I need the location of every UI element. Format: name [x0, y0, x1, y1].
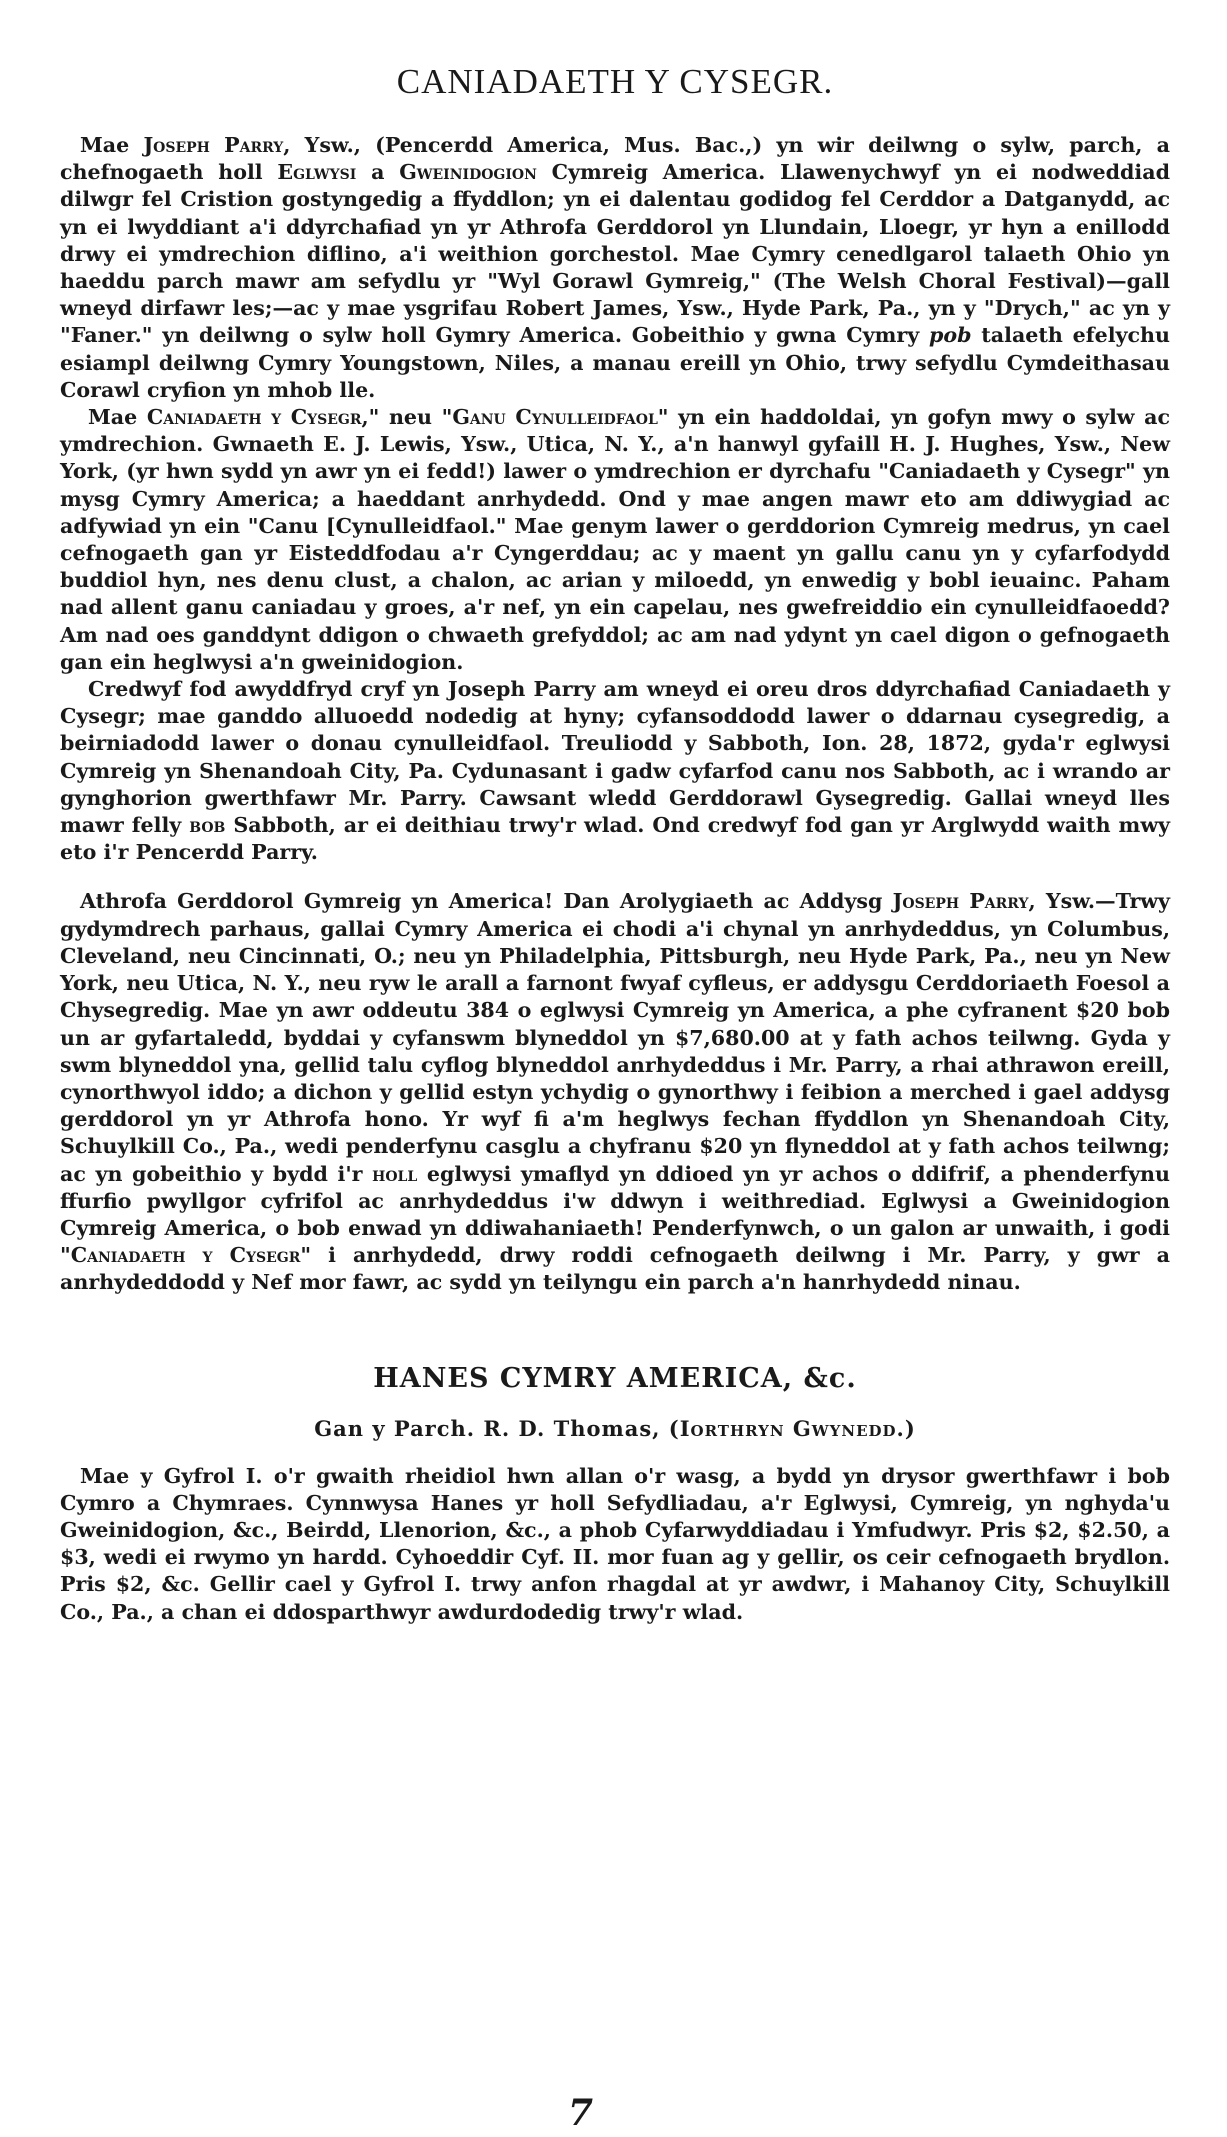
text-run: eglwysi ymaflyd yn ddioed yn yr achos o ddifrif, a phenderfynu ffurfio pwyllgor cyfrifol ac anrhydeddus i'w ddwyn i weithrediad. Eglwysi a Gweinidogion Cymreig America, o bob enwad yn ddiwahaniaeth! Penderfynwch, o un galon ar unwaith, i godi "	[60, 1161, 1171, 1268]
paragraph-5: Mae y Gyfrol I. o'r gwaith rheidiol hwn allan o'r wasg, a bydd yn drysor gwerthfawr i bob Cymro a Chymraes. Cynnwysa Hanes yr holl Sefydliadau, a'r Eglwysi, Cymreig, yn nghyda'u Gweinidogion, &c., Beirdd, Llenorion, &c., a phob Cyfarwyddiadau i Ymfudwyr. Pris $2, $2.50, a $3, wedi ei rwymo yn hardd. Cyhoeddir Cyf. II. mor fuan ag y gellir, os ceir cefnogaeth brydlon. Pris $2, &c. Gellir cael y Gyfrol I. trwy anfon rhagdal at yr awdwr, i Mahanoy City, Schuylkill Co., Pa., a chan ei ddosparthwyr awdurdodedig trwy'r wlad.	[60, 1463, 1170, 1624]
text-run: Mae	[88, 405, 147, 430]
text-run: Iorthryn Gwynedd	[679, 1415, 897, 1441]
text-run: holl	[372, 1161, 418, 1186]
text-run: Gan y Parch. R. D. Thomas, (	[314, 1415, 680, 1441]
emphasis: pob	[928, 323, 972, 348]
text-run: .)	[896, 1415, 916, 1441]
byline	[60, 1416, 1170, 1441]
text-run: , Ysw.—Trwy gydymdrech parhaus, gallai Cymry America ei chodi a'i chynal yn anrhydeddus, yn Columbus, Cleveland, neu Cincinnati, O.; neu yn Philadelphia, Pittsburgh, neu Hyde Park, Pa., neu yn New York, neu Utica, N. Y., neu ryw le arall a farnont fwyaf cyfleus, er addysgu Cerddoriaeth Foesol a Chysegredig. Mae yn awr oddeutu 384 o eglwysi Cymreig yn America, a phe cyfranent $20 bob un ar gyfartaledd, byddai y cyfanswm blyneddol yn $7,680.00 at y fath achos teilwng. Gyda y swm blyneddol yna, gellid talu cyflog blyneddol anrhydeddus i Mr. Parry, a rhai athrawon ereill, cynorthwyol iddo; a dichon y gellid estyn ychydig o gynorthwy i feibion a merched i gael addysg gerddorol yn yr Athrofa hono. Yr wyf fi a'm heglwys fechan ffyddlon yn Shenandoah City, Schuylkill Co., Pa., wedi penderfynu casglu a chyfranu $20 yn flyneddol at y fath achos teilwng; ac yn gobeithio y bydd i'r	[60, 889, 1170, 1186]
text-run: Cymreig America. Llawenychwyf yn ei nodweddiad dilwgr fel Cristion gostyngedig a ffyddlon; yn ei dalentau godidog fel Cerddor a Datganydd, ac yn ei lwyddiant a'i ddyrchafiad yn yr Athrofa Gerddorol yn Llundain, Lloegr, yr hyn a enillodd drwy ei ymdrechion diflino, a'i weithion gorchestol. Mae Cymry cenedlgarol talaeth Ohio yn haeddu parch mawr am sefydlu yr "Wyl Gorawl Gymreig," (The Welsh Choral Festival)—gall wneyd dirfawr les;—ac y mae ysgrifau Robert James, Ysw., Hyde Park, Pa., yn y "Drych," ac yn y "Faner." yn deilwng o sylw holl Gymry America. Gobeithio y gwna Cymry	[60, 160, 1170, 348]
text-run: a	[356, 160, 400, 185]
article-lead: Athrofa Gerddorol Gymreig yn America!	[80, 889, 554, 914]
text-run: Dan Arolygiaeth ac Addysg	[553, 889, 893, 914]
text-run: ," neu "	[361, 405, 453, 430]
text-run: Ganu Cynulleidfaol	[452, 405, 658, 430]
paragraph-1	[60, 132, 1170, 404]
paragraph-3	[60, 676, 1170, 866]
page-title: CANIADAETH Y CYSEGR.	[396, 62, 834, 101]
section-heading: HANES CYMRY AMERICA, &c.	[373, 1362, 857, 1394]
page-number: 7	[568, 2092, 594, 2134]
text-run: Sabboth, ar ei deithiau trwy'r wlad. Ond credwyf fod gan yr Arglwydd waith mwy eto i'r Pencerdd Parry.	[60, 813, 1171, 865]
text-run: , Ysw., (Pencerdd America, Mus. Bac.,) yn wir deilwng o sylw, parch, a chefnogaeth holl	[60, 133, 1170, 185]
name-joseph-parry: Joseph Parry	[143, 133, 284, 157]
text-run: talaeth efelychu esiampl deilwng Cymry Youngstown, Niles, a manau ereill yn Ohio, trwy sefydlu Cymdeithasau Corawl cryfion yn mhob lle.	[60, 323, 1170, 402]
text-run: Gweinidogion	[399, 160, 537, 185]
text-run: Eglwysi	[277, 160, 357, 185]
paragraph-4	[60, 888, 1170, 1296]
text-run: Caniadaeth y Cysegr	[146, 405, 362, 430]
text-run: bob	[189, 813, 226, 838]
text-run: Mae	[80, 133, 144, 157]
text-run: " yn ein haddoldai, yn gofyn mwy o sylw ac ymdrechion. Gwnaeth E. J. Lewis, Ysw., Utica, N. Y., a'n hanwyl gyfaill H. J. Hughes, Ysw., New York, (yr hwn sydd yn awr yn ei fedd!) lawer o ymdrechion er dyrchafu "Caniadaeth y Cysegr" yn mysg Cymry America; a haeddant anrhydedd. Ond y mae angen mawr eto am ddiwygiad ac adfywiad yn ein "Canu [Cynulleidfaol." Mae genym lawer o gerddorion Cymreig medrus, yn cael cefnogaeth gan yr Eisteddfodau a'r Cyngerddau; ac y maent yn gallu canu yn y cyfarfodydd buddiol hyn, nes denu clust, a chalon, ac arian y miloedd, yn enwedig y bobl ieuainc. Paham nad allent ganu caniadau y groes, a'r nef, yn ein capelau, nes gwefreiddio ein cynulleidfaoedd? Am nad oes ganddynt ddigon o chwaeth grefyddol; ac am nad ydynt yn cael digon o gefnogaeth gan ein heglwysi a'n gweinidogion.	[60, 405, 1170, 674]
document-page	[60, 62, 1170, 1626]
paragraph-2	[60, 404, 1170, 676]
article-caniadaeth	[60, 132, 1170, 866]
text-run: Caniadaeth y Cysegr	[70, 1243, 301, 1268]
name-joseph-parry: Joseph Parry	[892, 889, 1029, 914]
text-run: " i anrhydedd, drwy roddi cefnogaeth deilwng i Mr. Parry, y gwr a anrhydeddodd y Nef mor fawr, ac sydd yn teilyngu ein parch a'n hanrhydedd ninau.	[60, 1243, 1171, 1295]
text-run: Credwyf fod awyddfryd cryf yn Joseph Parry am wneyd ei oreu dros ddyrchafiad Caniadaeth y Cysegr; mae ganddo alluoedd nodedig at hyny; cyfansoddodd lawer o ddarnau cysegredig, a beirniadodd lawer o donau cynulleidfaol. Treuliodd y Sabboth, Ion. 28, 1872, gyda'r eglwysi Cymreig yn Shenandoah City, Pa. Cydunasant i gadw cyfarfod canu nos Sabboth, ac i wrando ar gynghorion gwerthfawr Mr. Parry. Cawsant wledd Gerddorawl Gysegredig. Gallai wneyd lles mawr felly	[60, 677, 1170, 838]
article-athrofa	[60, 888, 1170, 1296]
